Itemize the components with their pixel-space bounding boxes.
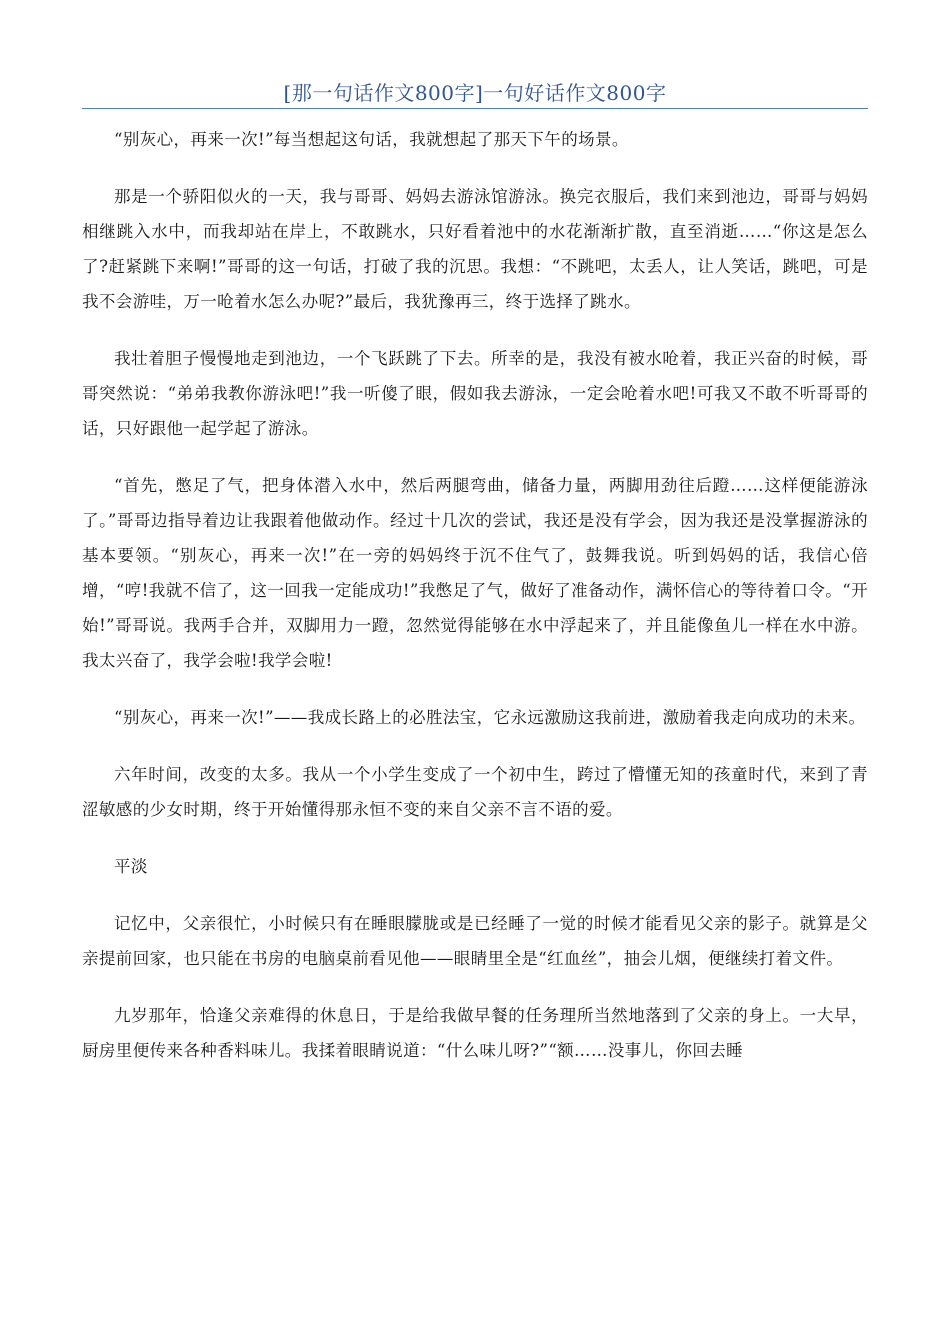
paragraph: 那是一个骄阳似火的一天，我与哥哥、妈妈去游泳馆游泳。换完衣服后，我们来到池边，哥哥与妈妈相继跳入水中，而我却站在岸上，不敢跳水，只好看着池中的水花渐渐扩散，直至消逝……“你这是怎么了?赶紧跳下来啊!”哥哥的这一句话，打破了我的沉思。我想：“不跳吧，太丢人，让人笑话，跳吧，可是我不会游哇，万一呛着水怎么办呢?”最后，我犹豫再三，终于选择了跳水。: [82, 187, 868, 311]
paragraph: “别灰心，再来一次!”——我成长路上的必胜法宝，它永远激励这我前进，激励着我走向成功的未来。: [114, 708, 866, 727]
paragraph: 我壮着胆子慢慢地走到池边，一个飞跃跳了下去。所幸的是，我没有被水呛着，我正兴奋的时候，哥哥突然说：“弟弟我教你游泳吧!”我一听傻了眼，假如我去游泳，一定会呛着水吧!可我又不敢不听哥哥的话，只好跟他一起学起了游泳。: [82, 349, 868, 438]
section-heading: 平淡: [114, 857, 148, 876]
paragraph: 六年时间，改变的太多。我从一个小学生变成了一个初中生，跨过了懵懂无知的孩童时代，来到了青涩敏感的少女时期，终于开始懂得那永恒不变的来自父亲不言不语的爱。: [82, 765, 868, 819]
paragraph: 九岁那年，恰逢父亲难得的休息日，于是给我做早餐的任务理所当然地落到了父亲的身上。一大早，厨房里便传来各种香料味儿。我揉着眼睛说道：“什么味儿呀?”“额……没事儿，你回去睡: [82, 1006, 868, 1060]
document-title: [那一句话作文800字]一句好话作文800字: [283, 81, 667, 105]
paragraph: “别灰心，再来一次!”每当想起这句话，我就想起了那天下午的场景。: [114, 130, 629, 149]
title-underline: [82, 108, 868, 109]
paragraph: “首先，憋足了气，把身体潜入水中，然后两腿弯曲，储备力量，两脚用劲往后蹬……这样便能游泳了。”哥哥边指导着边让我跟着他做动作。经过十几次的尝试，我还是没有学会，因为我还是没掌握游泳的基本要领。“别灰心，再来一次!”在一旁的妈妈终于沉不住气了，鼓舞我说。听到妈妈的话，我信心倍增，“哼!我就不信了，这一回我一定能成功!”我憋足了气，做好了准备动作，满怀信心的等待着口令。“开始!”哥哥说。我两手合并，双脚用力一蹬，忽然觉得能够在水中浮起来了，并且能像鱼儿一样在水中游。我太兴奋了，我学会啦!我学会啦!: [82, 476, 868, 670]
paragraph: 记忆中，父亲很忙，小时候只有在睡眼朦胧或是已经睡了一觉的时候才能看见父亲的影子。就算是父亲提前回家，也只能在书房的电脑桌前看见他——眼睛里全是“红血丝”，抽会儿烟，便继续打着文件。: [82, 914, 868, 968]
document-body: [82, 122, 868, 1090]
